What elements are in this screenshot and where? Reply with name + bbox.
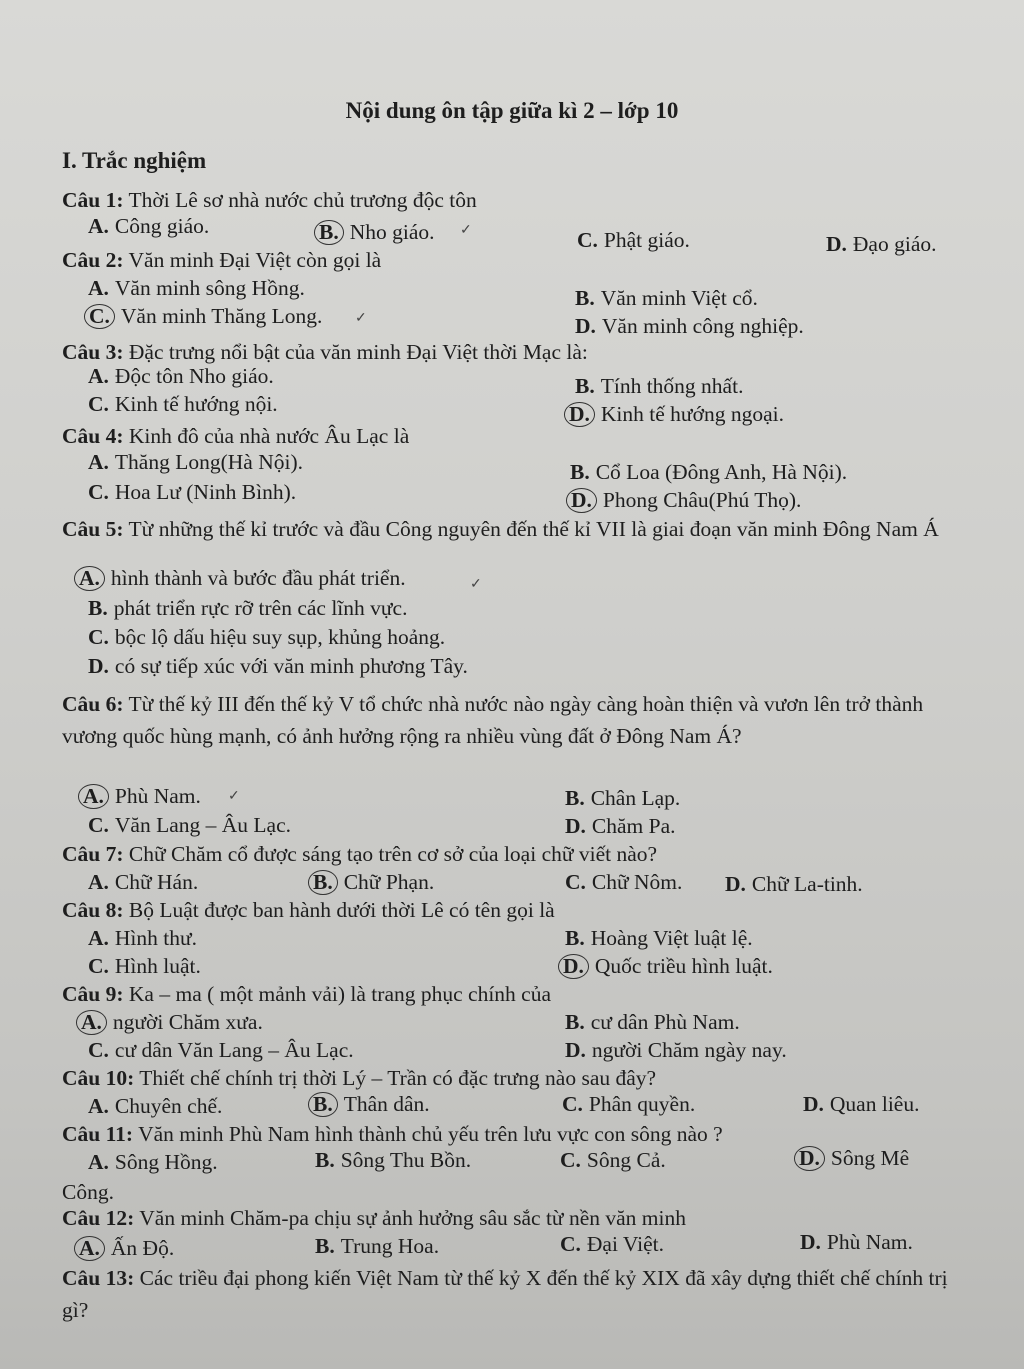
option-c: C. Kinh tế hướng nội.: [88, 392, 278, 416]
question-4: Câu 4: Kinh đô của nhà nước Âu Lạc là: [62, 424, 410, 448]
option-b: B. Hoàng Việt luật lệ.: [565, 926, 753, 950]
option-a: A. Sông Hồng.: [88, 1150, 218, 1174]
option-a-circled: A. người Chăm xưa.: [80, 1010, 263, 1035]
option-b: B. Trung Hoa.: [315, 1234, 440, 1258]
option-b: B. cư dân Phù Nam.: [565, 1010, 740, 1034]
option-b: B. Cổ Loa (Đông Anh, Hà Nội).: [570, 460, 848, 484]
question-number: Câu 1:: [62, 188, 124, 212]
option-d-circled: D. Quốc triều hình luật.: [562, 954, 773, 979]
option-c: C. cư dân Văn Lang – Âu Lạc.: [88, 1038, 354, 1062]
option-a: A. Hình thư.: [88, 926, 198, 950]
option-a-circled: A. Phù Nam.: [82, 784, 201, 809]
option-d: D. người Chăm ngày nay.: [565, 1038, 787, 1062]
question-5: Câu 5: Từ những thế kỉ trước và đầu Công nguyên đến thế kỉ VII là giai đoạn văn minh Đông Nam Á: [62, 517, 939, 541]
option-d-continuation: Công.: [62, 1180, 114, 1204]
option-d: D. Chữ La-tinh.: [725, 872, 863, 896]
option-a-circled: A. hình thành và bước đầu phát triển.: [78, 566, 406, 591]
question-7: Câu 7: Chữ Chăm cổ được sáng tạo trên cơ sở của loại chữ viết nào?: [62, 842, 658, 866]
question-1: [62, 188, 477, 213]
option-b-circled: B. Nho giáo.: [318, 220, 435, 245]
section-heading: I. Trắc nghiệm: [62, 148, 207, 173]
option-b: B. Văn minh Việt cổ.: [575, 286, 758, 310]
pen-mark-icon: ✓: [228, 789, 240, 804]
question-13: Câu 13: Các triều đại phong kiến Việt Nam từ thế kỷ X đến thế kỷ XIX đã xây dựng thiết chế chính trị gì?: [62, 1266, 948, 1322]
option-a-circled: A. Ấn Độ.: [78, 1236, 174, 1261]
option-d: D. Quan liêu.: [803, 1092, 920, 1116]
answer-circle: D.: [564, 402, 595, 427]
option-a: A. Thăng Long(Hà Nội).: [88, 450, 303, 474]
question-6: Câu 6: Từ thế kỷ III đến thế kỷ V tổ chức nhà nước nào ngày càng hoàn thiện và vươn lên trở thành vương quốc hùng mạnh, có ảnh hưởng rộng ra nhiều vùng đất ở Đông Nam Á?: [62, 692, 924, 748]
option-c: C. Hình luật.: [88, 954, 201, 978]
option-c-circled: C. Văn minh Thăng Long.: [88, 304, 322, 329]
answer-circle: D.: [794, 1146, 825, 1171]
question-3: Câu 3: Đặc trưng nổi bật của văn minh Đại Việt thời Mạc là:: [62, 340, 588, 364]
option-a: A. Độc tôn Nho giáo.: [88, 364, 274, 388]
option-d: D. Đạo giáo.: [826, 232, 937, 256]
option-b: B. phát triển rực rỡ trên các lĩnh vực.: [88, 596, 408, 620]
answer-circle: B.: [314, 220, 344, 245]
option-a: A. Công giáo.: [88, 214, 210, 238]
answer-circle: C.: [84, 304, 115, 329]
option-c: C. Văn Lang – Âu Lạc.: [88, 813, 292, 837]
question-2: Câu 2: Văn minh Đại Việt còn gọi là: [62, 248, 382, 272]
pen-mark-icon: ✓: [355, 311, 367, 326]
option-b-circled: B. Thân dân.: [312, 1092, 430, 1117]
option-d: D. Văn minh công nghiệp.: [575, 314, 804, 338]
option-d-circled: D. Phong Châu(Phú Thọ).: [570, 488, 801, 513]
page-title: Nội dung ôn tập giữa kì 2 – lớp 10: [345, 98, 679, 123]
option-a: A. Chữ Hán.: [88, 870, 199, 894]
option-c: C. bộc lộ dấu hiệu suy sụp, khủng hoảng.: [88, 625, 446, 649]
option-b-circled: B. Chữ Phạn.: [312, 870, 434, 895]
option-b: B. Sông Thu Bồn.: [315, 1148, 472, 1172]
option-c: C. Đại Việt.: [560, 1232, 665, 1256]
option-c: C. Phân quyền.: [562, 1092, 696, 1116]
answer-circle: A.: [78, 784, 109, 809]
pen-mark-icon: ✓: [460, 223, 472, 238]
answer-circle: A.: [74, 566, 105, 591]
pen-mark-icon: ✓: [470, 577, 482, 592]
answer-circle: D.: [566, 488, 597, 513]
option-c: C. Phật giáo.: [577, 228, 690, 252]
option-a: A. Chuyên chế.: [88, 1094, 223, 1118]
answer-circle: A.: [74, 1236, 105, 1261]
option-a: A. Văn minh sông Hồng.: [88, 276, 305, 300]
option-c: C. Sông Cả.: [560, 1148, 666, 1172]
option-d-circled: D. Sông Mê: [798, 1146, 909, 1171]
option-d: D. Phù Nam.: [800, 1230, 913, 1254]
option-d: D. Chăm Pa.: [565, 814, 676, 838]
answer-circle: B.: [308, 870, 338, 895]
option-b: B. Chân Lạp.: [565, 786, 681, 810]
option-b: B. Tính thống nhất.: [575, 374, 744, 398]
question-text: Thời Lê sơ nhà nước chủ trương độc tôn: [128, 188, 477, 212]
option-d: D. có sự tiếp xúc với văn minh phương Tây.: [88, 654, 468, 678]
question-8: Câu 8: Bộ Luật được ban hành dưới thời Lê có tên gọi là: [62, 898, 555, 922]
option-c: C. Hoa Lư (Ninh Bình).: [88, 480, 297, 504]
answer-circle: A.: [76, 1010, 107, 1035]
question-10: Câu 10: Thiết chế chính trị thời Lý – Trần có đặc trưng nào sau đây?: [62, 1066, 657, 1090]
answer-circle: D.: [558, 954, 589, 979]
question-12: Câu 12: Văn minh Chăm-pa chịu sự ảnh hưởng sâu sắc từ nền văn minh: [62, 1206, 686, 1230]
option-c: C. Chữ Nôm.: [565, 870, 683, 894]
answer-circle: B.: [308, 1092, 338, 1117]
question-9: Câu 9: Ka – ma ( một mảnh vải) là trang phục chính của: [62, 982, 552, 1006]
option-d-circled: D. Kinh tế hướng ngoại.: [568, 402, 784, 427]
question-11: Câu 11: Văn minh Phù Nam hình thành chủ yếu trên lưu vực con sông nào ?: [62, 1122, 723, 1146]
